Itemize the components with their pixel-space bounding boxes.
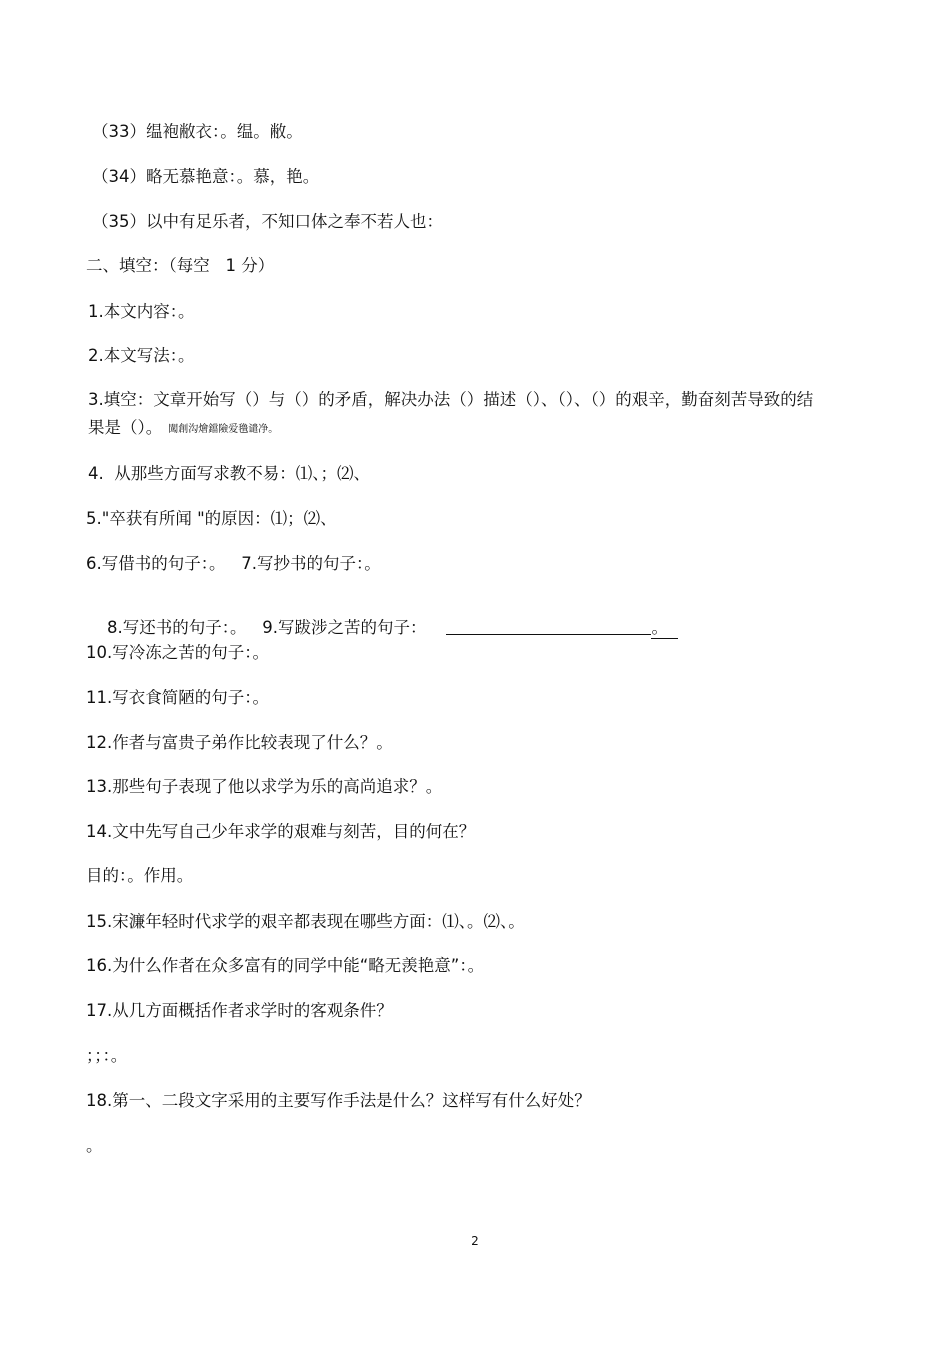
question-17: 17.从几方面概括作者求学时的客观条件？ bbox=[86, 1001, 393, 1020]
question-18-answer: 。 bbox=[86, 1136, 103, 1155]
page-number: 2 bbox=[471, 1234, 479, 1248]
answer-blank bbox=[446, 620, 651, 635]
question-2: 2.本文写法：。 bbox=[88, 346, 195, 365]
question-13: 13.那些句子表现了他以求学为乐的高尚追求？。 bbox=[86, 777, 443, 796]
question-14: 14.文中先写自己少年求学的艰难与刻苦，目的何在？ bbox=[86, 822, 476, 841]
item-33: （33）缊袍敝衣：。缊。敝。 bbox=[92, 122, 303, 141]
item-34: （34）略无慕艳意：。慕，艳。 bbox=[92, 167, 320, 186]
question-3-garbled-text: 闖創沟燴鐺險爱氇谴净。 bbox=[168, 424, 279, 435]
question-11: 11.写衣食简陋的句子：。 bbox=[86, 688, 269, 707]
item-35: （35）以中有足乐者，不知口体之奉不若人也： bbox=[92, 212, 443, 231]
question-15: 15.宋濂年轻时代求学的艰辛都表现在哪些方面：⑴、。⑵、。 bbox=[86, 912, 525, 931]
answer-blank-end: 。 bbox=[651, 618, 678, 639]
question-18: 18.第一、二段文字采用的主要写作手法是什么？这样写有什么好处？ bbox=[86, 1091, 591, 1110]
question-6-7: 6.写借书的句子：。 7.写抄书的句子：。 bbox=[86, 554, 381, 573]
section-heading-fill-in: 二、填空：（每空 1 分） bbox=[86, 256, 275, 275]
question-8-9-text: 8.写还书的句子：。 9.写跋涉之苦的句子： bbox=[106, 618, 427, 637]
question-16: 16.为什么作者在众多富有的同学中能“略无羡艳意”：。 bbox=[86, 956, 485, 975]
question-10: 10.写冷冻之苦的句子：。 bbox=[86, 643, 269, 662]
question-3 bbox=[88, 386, 828, 444]
question-17-answer: ；；：。 bbox=[86, 1046, 128, 1065]
question-5: 5."卒获有所闻 "的原因：⑴；⑵、 bbox=[86, 509, 337, 528]
question-4: 4. 从那些方面写求教不易：⑴、；⑵、 bbox=[88, 464, 370, 483]
question-12: 12.作者与富贵子弟作比较表现了什么？。 bbox=[86, 733, 393, 752]
question-14-answer: 目的：。作用。 bbox=[86, 866, 194, 885]
question-3-text: 3.填空：文章开始写（）与（）的矛盾，解决办法（）描述（）、（）、（）的艰辛，勤奋刻苦导致的结果是（）。 bbox=[88, 390, 814, 437]
question-1: 1.本文内容：。 bbox=[88, 302, 195, 321]
